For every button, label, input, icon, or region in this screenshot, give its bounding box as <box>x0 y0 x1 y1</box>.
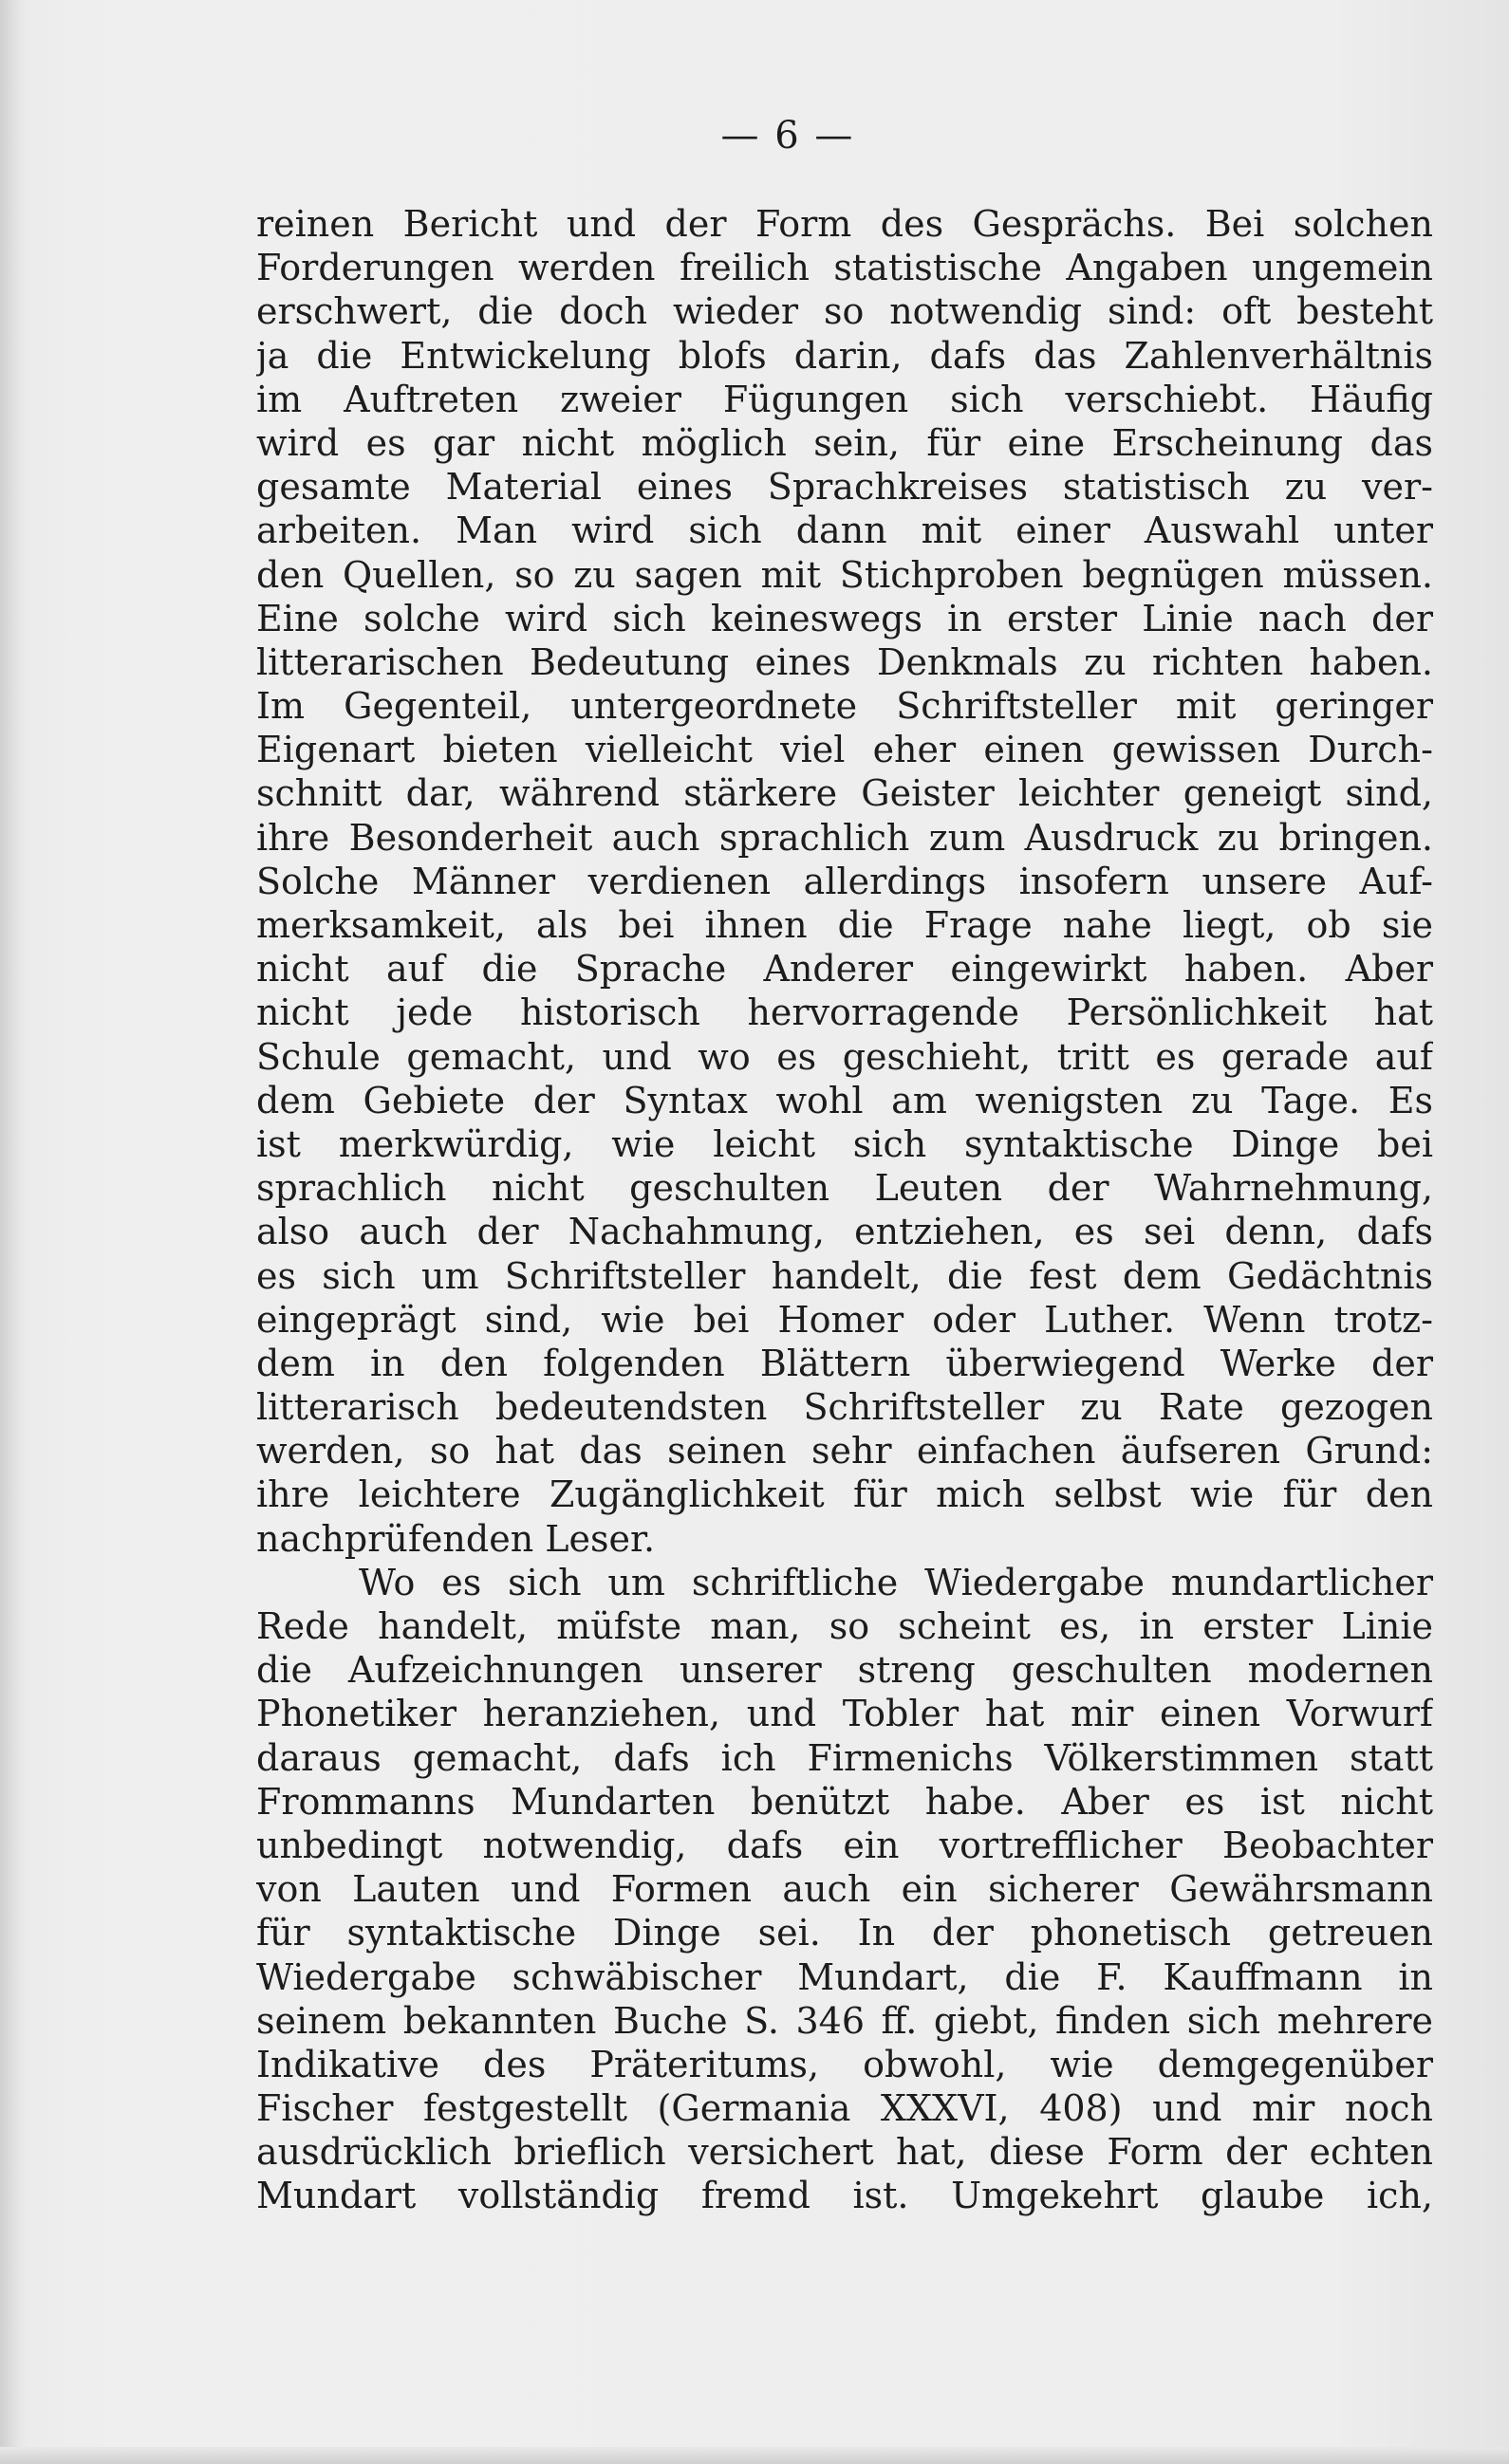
text-line: dem in den folgenden Blättern überwiegend Werke der <box>256 1342 1433 1384</box>
body-text <box>256 202 1433 2218</box>
text-line: arbeiten. Man wird sich dann mit einer Auswahl unter <box>256 509 1433 552</box>
text-line: Eine solche wird sich keineswegs in erster Linie nach der <box>256 597 1433 639</box>
text-line: Im Gegenteil, untergeordnete Schriftsteller mit geringer <box>256 685 1433 728</box>
page-left-edge <box>0 0 21 2464</box>
text-line: ausdrücklich brieflich versichert hat, diese Form der echten <box>256 2131 1433 2174</box>
text-line: reinen Bericht und der Form des Gesprächs. Bei solchen <box>256 203 1433 245</box>
text-line: Forderungen werden freilich statistische Angaben ungemein <box>256 247 1433 289</box>
text-line: unbedingt notwendig, dafs ein vortrefflicher Beobachter <box>256 1824 1433 1866</box>
text-line: Indikative des Präteritums, obwohl, wie demgegenüber <box>256 2043 1433 2085</box>
text-line: sprachlich nicht geschulten Leuten der Wahrnehmung, <box>256 1167 1433 1210</box>
text-line: also auch der Nachahmung, entziehen, es sei denn, dafs <box>256 1211 1433 1253</box>
text-line: wird es gar nicht möglich sein, für eine Erscheinung das <box>256 421 1433 464</box>
text-line: Mundart vollständig fremd ist. Umgekehrt glaube ich, <box>256 2175 1433 2217</box>
text-line: Schule gemacht, und wo es geschieht, tritt es gerade auf <box>256 1035 1433 1078</box>
text-line: Fischer festgestellt (Germania XXXVI, 408) und mir noch <box>256 2087 1433 2130</box>
text-line: Phonetiker heranziehen, und Tobler hat mir einen Vorwurf <box>256 1693 1433 1735</box>
text-line: von Lauten und Formen auch ein sicherer Gewährsmann <box>256 1868 1433 1911</box>
text-line: den Quellen, so zu sagen mit Stichproben begnügen müssen. <box>256 553 1433 596</box>
page-number: — 6 — <box>720 114 855 157</box>
text-line: Wiedergabe schwäbischer Mundart, die F. Kauffmann in <box>256 1955 1433 1998</box>
text-line: nicht auf die Sprache Anderer eingewirkt haben. Aber <box>256 948 1433 991</box>
text-line: merksamkeit, als bei ihnen die Frage nahe liegt, ob sie <box>256 904 1433 946</box>
text-line: dem Gebiete der Syntax wohl am wenigsten zu Tage. Es <box>256 1079 1433 1121</box>
text-line: seinem bekannten Buche S. 346 ff. giebt, finden sich mehrere <box>256 1999 1433 2042</box>
page-bottom-edge <box>0 2447 1509 2464</box>
text-line: schnitt dar, während stärkere Geister leichter geneigt sind, <box>256 772 1433 815</box>
text-line: Rede handelt, müfste man, so scheint es, in erster Linie <box>256 1605 1433 1647</box>
text-line: die Aufzeichnungen unserer streng geschulten modernen <box>256 1649 1433 1692</box>
text-line: litterarischen Bedeutung eines Denkmals zu richten haben. <box>256 640 1433 683</box>
text-line: nachprüfenden Leser. <box>256 1517 656 1560</box>
text-line: für syntaktische Dinge sei. In der phonetisch getreuen <box>256 1912 1433 1955</box>
text-line: nicht jede historisch hervorragende Persönlichkeit hat <box>256 991 1433 1034</box>
text-line: Frommanns Mundarten benützt habe. Aber es ist nicht <box>256 1780 1433 1823</box>
text-line: erschwert, die doch wieder so notwendig sind: oft besteht <box>256 290 1433 333</box>
text-line: im Auftreten zweier Fügungen sich verschiebt. Häufig <box>256 378 1433 420</box>
text-line: ihre Besonderheit auch sprachlich zum Ausdruck zu bringen. <box>256 816 1433 859</box>
text-line: Eigenart bieten vielleicht viel eher einen gewissen Durch- <box>256 729 1433 771</box>
text-line: es sich um Schriftsteller handelt, die fest dem Gedächtnis <box>256 1254 1433 1297</box>
text-line: Wo es sich um schriftliche Wiedergabe mundartlicher <box>359 1561 1433 1603</box>
text-line: eingeprägt sind, wie bei Homer oder Luther. Wenn trotz- <box>256 1298 1433 1341</box>
paragraph-1 <box>256 202 1433 1561</box>
text-line: daraus gemacht, dafs ich Firmenichs Völkerstimmen statt <box>256 1736 1433 1779</box>
text-line: ihre leichtere Zugänglichkeit für mich selbst wie für den <box>256 1473 1433 1516</box>
paragraph-2 <box>256 1561 1433 2218</box>
text-line: ist merkwürdig, wie leicht sich syntaktische Dinge bei <box>256 1122 1433 1165</box>
text-line: gesamte Material eines Sprachkreises statistisch zu ver- <box>256 466 1433 509</box>
text-line: werden, so hat das seinen sehr einfachen äufseren Grund: <box>256 1430 1433 1473</box>
text-line: ja die Entwickelung blofs darin, dafs das Zahlenverhältnis <box>256 334 1433 377</box>
text-line: litterarisch bedeutendsten Schriftsteller zu Rate gezogen <box>256 1386 1433 1429</box>
text-line: Solche Männer verdienen allerdings insofern unsere Auf- <box>256 860 1433 902</box>
